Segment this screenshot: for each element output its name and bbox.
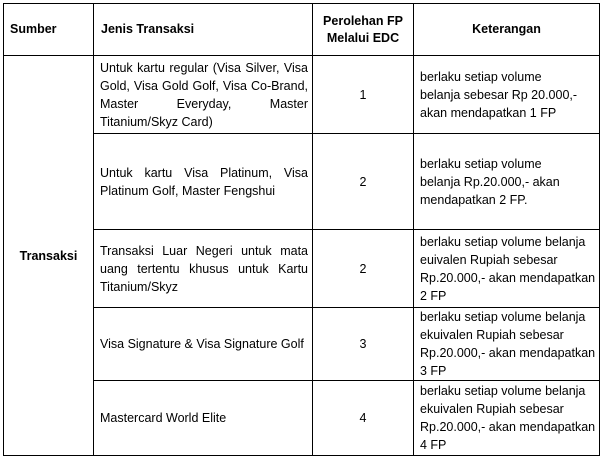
fp-cell: 2 xyxy=(313,134,414,230)
keterangan-line: Rp.20.000,- akan mendapatkan xyxy=(420,270,596,285)
keterangan-cell xyxy=(414,308,600,381)
keterangan-line: akan mendapatkan 1 FP xyxy=(420,105,557,120)
table-row xyxy=(4,381,600,456)
fp-cell: 1 xyxy=(313,56,414,134)
fp-cell: 2 xyxy=(313,230,414,308)
keterangan-line: euivalen Rupiah sebesar xyxy=(420,252,558,267)
header-row xyxy=(4,4,600,56)
keterangan-line: 3 FP xyxy=(420,364,447,378)
fp-earning-table xyxy=(3,3,600,456)
fp-cell: 3 xyxy=(313,308,414,381)
table-row xyxy=(4,308,600,381)
table-row xyxy=(4,56,600,134)
keterangan-cell xyxy=(414,230,600,308)
keterangan-line: ekuivalen Rupiah sebesar xyxy=(420,328,564,342)
keterangan-line: belanja sebesar Rp 20.000,- xyxy=(420,87,578,102)
header-keterangan: Keterangan xyxy=(414,4,600,56)
keterangan-line: belanja Rp.20.000,- akan xyxy=(420,174,560,189)
keterangan-cell xyxy=(414,134,600,230)
jenis-cell: Mastercard World Elite xyxy=(94,381,313,456)
jenis-cell: Untuk kartu Visa Platinum, Visa Platinum Golf, Master Fengshui xyxy=(94,134,313,230)
keterangan-cell xyxy=(414,381,600,456)
table-row xyxy=(4,230,600,308)
keterangan-line: berlaku setiap volume xyxy=(420,156,542,171)
header-jenis-transaksi: Jenis Transaksi xyxy=(94,4,313,56)
keterangan-line: Rp.20.000,- akan mendapatkan xyxy=(420,420,596,434)
header-sumber: Sumber xyxy=(4,4,94,56)
header-perolehan-fp: Perolehan FP Melalui EDC xyxy=(313,4,414,56)
jenis-cell: Transaksi Luar Negeri untuk mata uang tertentu khusus untuk Kartu Titanium/Skyz xyxy=(94,230,313,308)
sumber-cell: Transaksi xyxy=(4,56,94,456)
keterangan-line: berlaku setiap volume xyxy=(420,69,542,84)
keterangan-cell xyxy=(414,56,600,134)
keterangan-line: berlaku setiap volume belanja xyxy=(420,234,586,249)
keterangan-line: mendapatkan 2 FP. xyxy=(420,192,528,207)
keterangan-line: 2 FP xyxy=(420,288,447,303)
table-row xyxy=(4,134,600,230)
jenis-cell: Visa Signature & Visa Signature Golf xyxy=(94,308,313,381)
keterangan-line: 4 FP xyxy=(420,438,447,452)
keterangan-line: Rp.20.000,- akan mendapatkan xyxy=(420,346,596,360)
keterangan-line: ekuivalen Rupiah sebesar xyxy=(420,402,564,416)
fp-cell: 4 xyxy=(313,381,414,456)
keterangan-line: berlaku setiap volume belanja xyxy=(420,384,586,398)
jenis-cell: Untuk kartu regular (Visa Silver, Visa Gold, Visa Gold Golf, Visa Co-Brand, Master Everyday, Master Titanium/Skyz Card) xyxy=(94,56,313,134)
keterangan-line: berlaku setiap volume belanja xyxy=(420,310,586,324)
